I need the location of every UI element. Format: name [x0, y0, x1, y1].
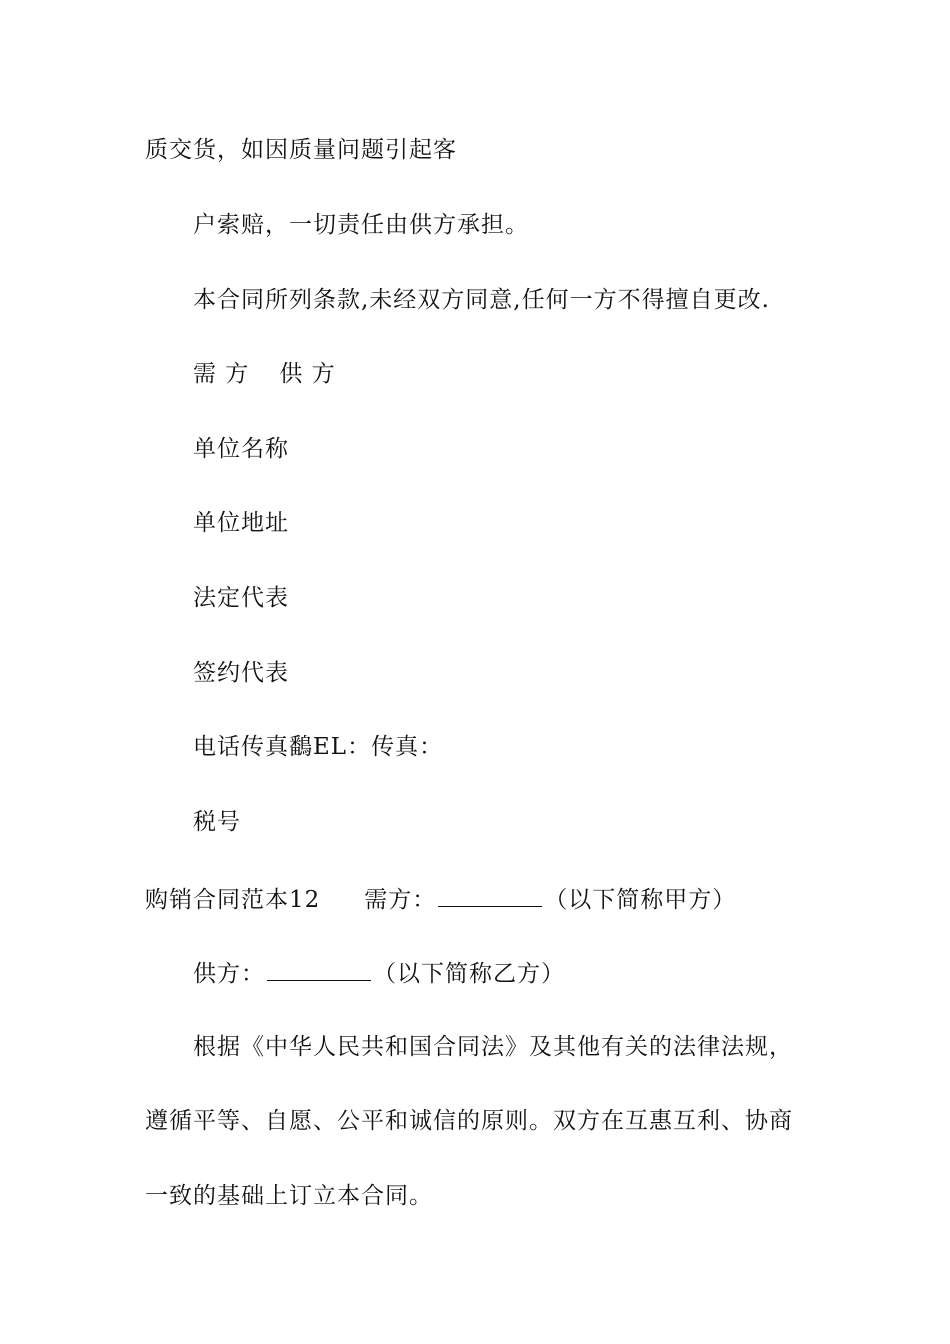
contract-clause: 本合同所列条款,未经双方同意,任何一方不得擅自更改.	[193, 287, 770, 313]
paragraph-line: 一致的基础上订立本合同。	[145, 1183, 433, 1209]
contract-title-line	[145, 886, 736, 912]
seller-label: 供 方	[279, 361, 336, 387]
field-label-tax-number: 税号	[193, 809, 241, 835]
seller-field-label: 供方：	[193, 961, 265, 987]
seller-line	[193, 960, 565, 986]
paragraph-line: 户索赔，一切责任由供方承担。	[193, 212, 529, 238]
paragraph-line: 质交货，如因质量问题引起客	[145, 137, 457, 163]
field-label-signing-representative: 签约代表	[193, 660, 289, 686]
seller-note: （以下简称乙方）	[373, 961, 565, 987]
field-label-legal-representative: 法定代表	[193, 585, 289, 611]
paragraph-line: 遵循平等、自愿、公平和诚信的原则。双方在互惠互利、协商	[145, 1108, 793, 1134]
field-label-company-name: 单位名称	[193, 436, 289, 462]
buyer-note: （以下简称甲方）	[544, 887, 737, 913]
party-header	[193, 363, 336, 386]
buyer-label: 需 方	[193, 361, 250, 387]
buyer-field-label: 需方：	[364, 887, 437, 913]
paragraph-line: 根据《中华人民共和国合同法》及其他有关的法律法规，	[193, 1034, 793, 1060]
field-label-phone-fax: 电话传真鷭EL：传真：	[193, 734, 444, 760]
field-label-company-address: 单位地址	[193, 510, 289, 536]
seller-blank	[267, 960, 371, 981]
contract-title: 购销合同范本12	[145, 887, 321, 913]
buyer-blank	[438, 886, 542, 907]
